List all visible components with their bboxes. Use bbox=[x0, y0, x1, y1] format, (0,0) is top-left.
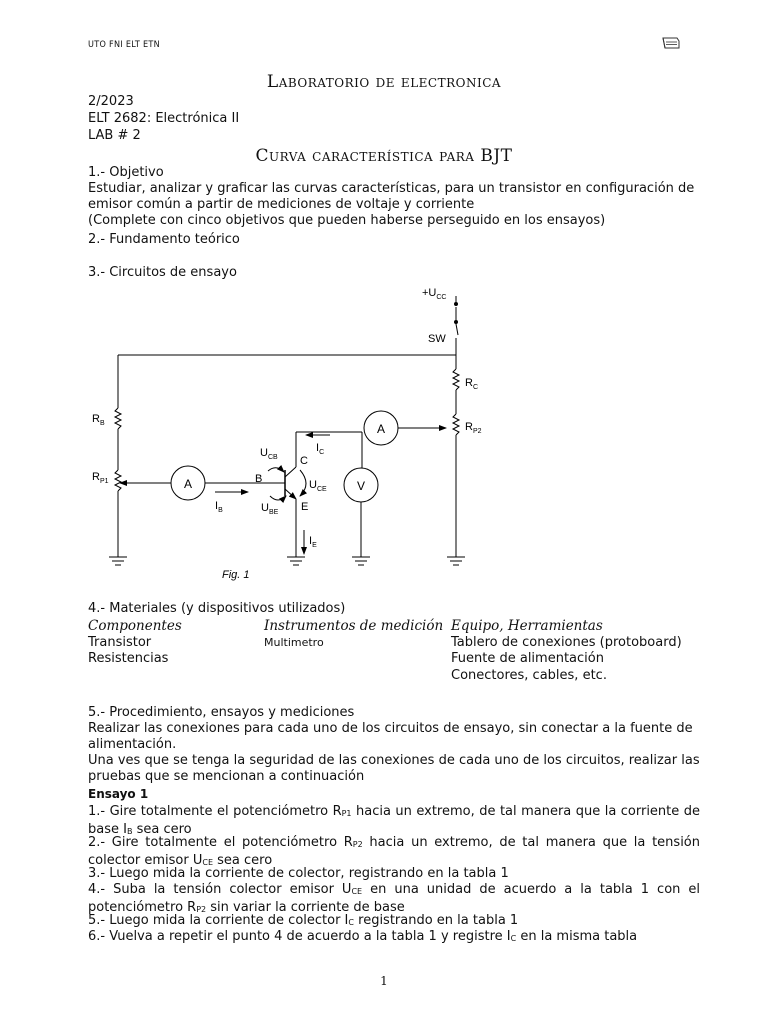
rp2-potentiometer bbox=[453, 414, 459, 435]
ground-symbol-3 bbox=[352, 557, 370, 565]
step-3: 3.- Luego mida la corriente de colector, registrando en la tabla 1 bbox=[88, 866, 509, 881]
ie-label: $I_E$ bbox=[309, 535, 317, 549]
ucc-label: $+U_{CC}$ bbox=[422, 287, 447, 301]
rp1-label: $R_{P1}$ bbox=[92, 471, 109, 485]
section-4-heading: 4.- Materiales (y dispositivos utilizados) bbox=[88, 601, 346, 616]
materials-col2-head: Instrumentos de medición bbox=[264, 618, 444, 634]
materials-col3-item: Conectores, cables, etc. bbox=[451, 668, 607, 683]
materials-col2-item: Multimetro bbox=[264, 636, 324, 649]
procedure-paragraph-1: Realizar las conexiones para cada uno de los circuitos de ensayo, sin conectar a la fuente de alimentación. bbox=[88, 721, 693, 752]
materials-col3-item: Tablero de conexiones (protoboard) bbox=[451, 635, 682, 650]
materials-col1-item: Resistencias bbox=[88, 651, 169, 666]
section-1-note: (Complete con cinco objetivos que pueden haberse perseguido en los ensayos) bbox=[88, 213, 606, 228]
section-2-heading: 2.- Fundamento teórico bbox=[88, 232, 240, 247]
rb-label: $R_B$ bbox=[92, 413, 105, 427]
materials-col1-item: Transistor bbox=[88, 635, 152, 650]
course: ELT 2682: Electrónica II bbox=[88, 111, 240, 126]
term: 2/2023 bbox=[88, 94, 134, 109]
circuit-diagram bbox=[0, 280, 768, 585]
document-icon bbox=[661, 36, 681, 50]
emitter-label: E bbox=[301, 501, 309, 513]
subtitle: Curva característica para BJT bbox=[255, 146, 513, 166]
materials-col3-head: Equipo, Herramientas bbox=[451, 618, 603, 634]
transistor-emitter-lead bbox=[285, 489, 296, 499]
ube-label: $U_{BE}$ bbox=[261, 502, 279, 516]
base-ammeter-label: A bbox=[184, 477, 193, 491]
rp2-label: $R_{P2}$ bbox=[465, 421, 482, 435]
materials-col3-item: Fuente de alimentación bbox=[451, 651, 604, 666]
rc-resistor bbox=[453, 369, 459, 390]
ground-symbol-1 bbox=[109, 557, 127, 565]
section-1-heading: 1.- Objetivo bbox=[88, 165, 164, 180]
ic-label: $I_C$ bbox=[316, 442, 325, 456]
step-4: 4.- Suba la tensión colector emisor $U_{CE}$ en una unidad de acuerdo a la tabla 1 con el potenciómetro $R_{P2}$ sin variar la corriente de base bbox=[88, 882, 700, 915]
step-1: 1.- Gire totalmente el potenciómetro $R_{P1}$ hacia un extremo, de tal manera que la corriente de base $I_B$ sea cero bbox=[88, 804, 700, 837]
page-title: Laboratorio de electronica bbox=[266, 72, 502, 92]
step-5: 5.- Luego mida la corriente de colector $I_C$ registrando en la tabla 1 bbox=[88, 913, 519, 928]
base-label: B bbox=[255, 473, 263, 485]
step-6: 6.- Vuelva a repetir el punto 4 de acuerdo a la tabla 1 y registre $I_C$ en la misma tabla bbox=[88, 929, 638, 944]
uce-label: $U_{CE}$ bbox=[309, 479, 327, 493]
section-5-heading: 5.- Procedimiento, ensayos y mediciones bbox=[88, 705, 355, 720]
collector-label: C bbox=[300, 455, 308, 467]
figure-caption: Fig. 1 bbox=[222, 569, 250, 581]
voltmeter-label: V bbox=[357, 479, 366, 493]
switch-contact bbox=[455, 321, 458, 324]
procedure-paragraph-2: Una ves que se tenga la seguridad de las conexiones de cada uno de los circuitos, realizar las pruebas que se mencionan a continuación bbox=[88, 753, 700, 784]
rc-label: $R_C$ bbox=[465, 377, 479, 391]
lab-number: LAB # 2 bbox=[88, 128, 141, 143]
collector-ammeter-label: A bbox=[377, 422, 386, 436]
header-left: UTO FNI ELT ETN bbox=[88, 40, 160, 50]
step-2: 2.- Gire totalmente el potenciómetro $R_{P2}$ hacia un extremo, de tal manera que la tensión colector emisor $U_{CE}$ sea cero bbox=[88, 835, 700, 868]
switch-contact-top bbox=[455, 303, 458, 306]
ucb-label: $U_{CB}$ bbox=[260, 447, 278, 461]
ground-symbol-4 bbox=[447, 557, 465, 565]
section-1-text: Estudiar, analizar y graficar las curvas características, para un transistor en configuración de emisor común a partir de mediciones de voltaje y corriente bbox=[88, 181, 695, 212]
switch-blade bbox=[456, 324, 458, 335]
ib-label: $I_B$ bbox=[215, 500, 223, 514]
sw-label: SW bbox=[428, 333, 446, 345]
materials-col1-head: Componentes bbox=[88, 618, 182, 634]
rb-resistor bbox=[115, 408, 121, 429]
ground-symbol-2 bbox=[287, 557, 305, 565]
ensayo-heading: Ensayo 1 bbox=[88, 787, 149, 801]
transistor-collector-lead bbox=[285, 467, 296, 477]
section-3-heading: 3.- Circuitos de ensayo bbox=[88, 265, 237, 280]
rp1-potentiometer bbox=[115, 470, 121, 491]
page-number: 1 bbox=[380, 974, 388, 988]
